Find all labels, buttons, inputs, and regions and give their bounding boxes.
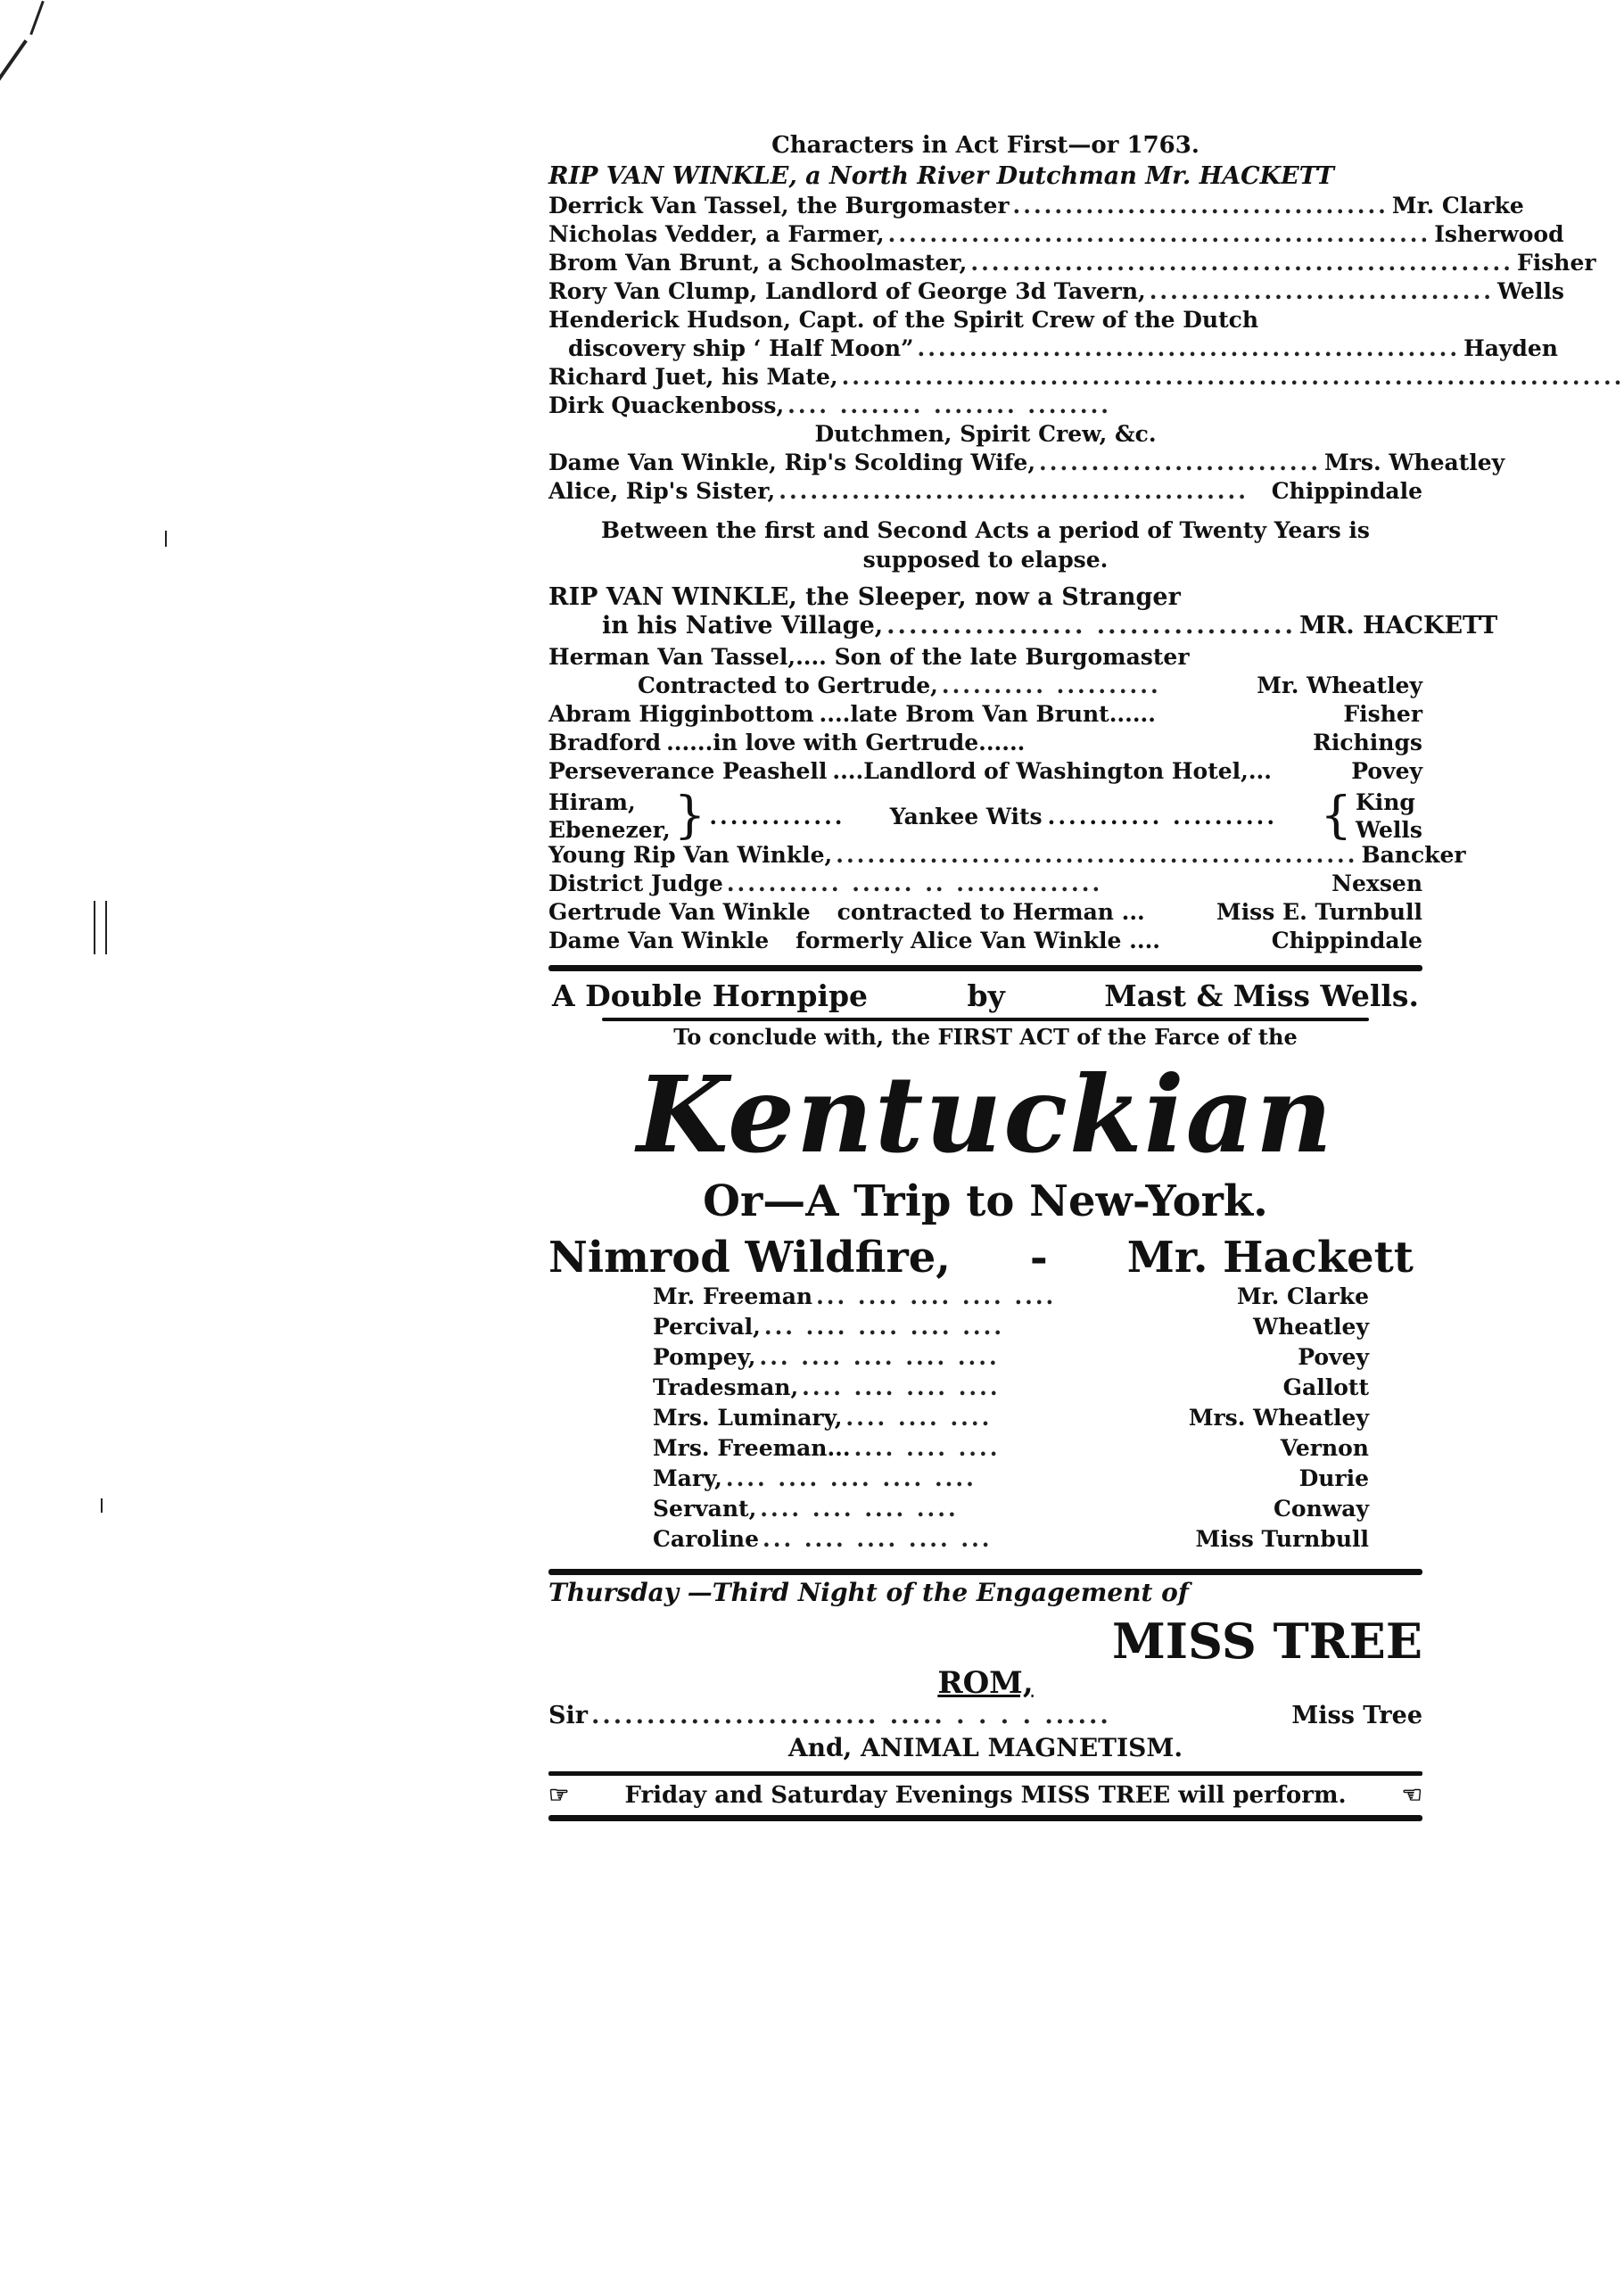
scan-mark xyxy=(94,901,95,954)
scan-mark xyxy=(101,1498,103,1513)
farce-title: Kentuckian xyxy=(637,1052,1334,1176)
cast-row: Derrick Van Tassel, the Burgomaster .................................... Mr. Clarke xyxy=(548,193,1524,219)
cast-row: Mrs. Freeman... .... .... .... Vernon xyxy=(653,1435,1369,1461)
cast-row: Tradesman, .... .... .... .... Gallott xyxy=(653,1374,1369,1400)
pointing-hand-icon: ☞ xyxy=(548,1782,570,1809)
cast-row: Nicholas Vedder, a Farmer, .................................................... Isherwood xyxy=(548,221,1564,247)
friday-notice: ☞ Friday and Saturday Evenings MISS TREE will perform. ☜ xyxy=(548,1782,1422,1809)
conclude-line: To conclude with, the FIRST ACT of the Farce of the xyxy=(673,1024,1298,1050)
play-title: ROM, xyxy=(937,1665,1034,1701)
farce-cast xyxy=(653,1285,1369,1558)
cast-row: Servant, .... .... .... .... Conway xyxy=(653,1496,1369,1522)
act-first-heading: Characters in Act First—or 1763. xyxy=(771,132,1199,159)
scan-mark xyxy=(165,531,167,547)
act-first-lead: RIP VAN WINKLE, a North River Dutchman Mr. HACKETT xyxy=(548,162,1334,190)
cast-row: Gertrude Van Winkle contracted to Herman ... Miss E. Turnbull xyxy=(548,899,1422,925)
divider xyxy=(602,1018,1369,1021)
role-hiram: Hiram, xyxy=(548,789,636,815)
farce-lead: Nimrod Wildfire, - Mr. Hackett xyxy=(548,1233,1414,1283)
hudson-line: Henderick Hudson, Capt. of the Spirit Crew of the Dutch xyxy=(548,307,1259,333)
divider xyxy=(548,1771,1422,1776)
divider xyxy=(548,1815,1422,1821)
cast-row: Abram Higginbottom ....late Brom Van Brunt...... Fisher xyxy=(548,701,1422,727)
farce-subtitle: Or—A Trip to New-York. xyxy=(703,1176,1268,1226)
cast-row: Dirk Quackenboss, .... ........ ........ ........ xyxy=(548,392,1111,418)
cast-row: Sir .......................... ..... . . . . ...... Miss Tree xyxy=(548,1702,1422,1729)
cast-row: Alice, Rip's Sister, ............................................. Chippindale xyxy=(548,478,1422,504)
playbill xyxy=(548,132,1624,1827)
cast-row: District Judge ........... ...... .. .............. Nexsen xyxy=(548,870,1422,896)
cast-row: Young Rip Van Winkle, .................................................. Bancker xyxy=(548,842,1466,868)
cast-row: Dame Van Winkle formerly Alice Van Winkle .... Chippindale xyxy=(548,928,1422,953)
cast-row: Mrs. Luminary, .... .... .... Mrs. Wheatley xyxy=(653,1405,1369,1431)
cast-row: Richard Juet, his Mate, ........................................................................... xyxy=(548,364,1624,390)
divider xyxy=(548,1569,1422,1575)
cast-row: Dame Van Winkle, Rip's Scolding Wife, ........................... Mrs. Wheatley xyxy=(548,450,1505,475)
cast-row: Bradford ......in love with Gertrude...... Richings xyxy=(548,730,1422,755)
role-ebenezer: Ebenezer, xyxy=(548,817,671,843)
herman-line: Herman Van Tassel,.... Son of the late Burgomaster xyxy=(548,644,1190,670)
act-second-lead: in his Native Village, .................. .................. MR. HACKETT xyxy=(602,612,1498,639)
cast-row: Mary, .... .... .... .... .... Durie xyxy=(653,1465,1369,1491)
interval-note: Between the first and Second Acts a period of Twenty Years is supposed to elapse. xyxy=(600,517,1370,573)
animal-magnetism: And, ANIMAL MAGNETISM. xyxy=(787,1733,1183,1762)
yankee-wits: Yankee Wits xyxy=(889,803,1043,829)
thursday-notice: Thursday —Third Night of the Engagement of xyxy=(548,1578,1189,1607)
miss-tree-heading: MISS TREE xyxy=(1111,1613,1422,1670)
cast-row: Brom Van Brunt, a Schoolmaster, .................................................... Fisher xyxy=(548,250,1596,276)
divider xyxy=(548,965,1422,971)
scan-mark xyxy=(0,39,28,85)
act-second-lead: RIP VAN WINKLE, the Sleeper, now a Stranger xyxy=(548,583,1181,611)
actor-wells: Wells xyxy=(1355,817,1422,843)
actor-king: King xyxy=(1355,789,1415,815)
brace: } xyxy=(673,787,706,845)
cast-row: Pompey, ... .... .... .... .... Povey xyxy=(653,1344,1369,1370)
cast-row: Mr. Freeman ... .... .... .... .... Mr. Clarke xyxy=(653,1283,1369,1309)
crew-line: Dutchmen, Spirit Crew, &c. xyxy=(814,421,1157,447)
pointing-hand-icon: ☜ xyxy=(1401,1782,1422,1809)
cast-row: discovery ship ‘ Half Moon” .................................................... Hayden xyxy=(568,335,1558,361)
cast-row: Caroline ... .... .... .... ... Miss Turnbull xyxy=(653,1526,1369,1552)
scan-mark xyxy=(105,901,107,954)
cast-row: Rory Van Clump, Landlord of George 3d Tavern, ................................. Wells xyxy=(548,278,1564,304)
cast-row: Perseverance Peashell ....Landlord of Washington Hotel,... Povey xyxy=(548,758,1422,784)
scan-mark xyxy=(29,1,44,36)
cast-row: Percival, ... .... .... .... .... Wheatley xyxy=(653,1314,1369,1340)
cast-row: Contracted to Gertrude, .......... .......... Mr. Wheatley xyxy=(638,672,1422,698)
yankee-wits-group: Hiram, Ebenezer, } ............. Yankee Wits ........... .......... { King Wells xyxy=(548,787,1422,845)
brace: { xyxy=(1320,787,1352,845)
hornpipe-line: A Double Hornpipe by Mast & Miss Wells. xyxy=(552,978,1419,1013)
